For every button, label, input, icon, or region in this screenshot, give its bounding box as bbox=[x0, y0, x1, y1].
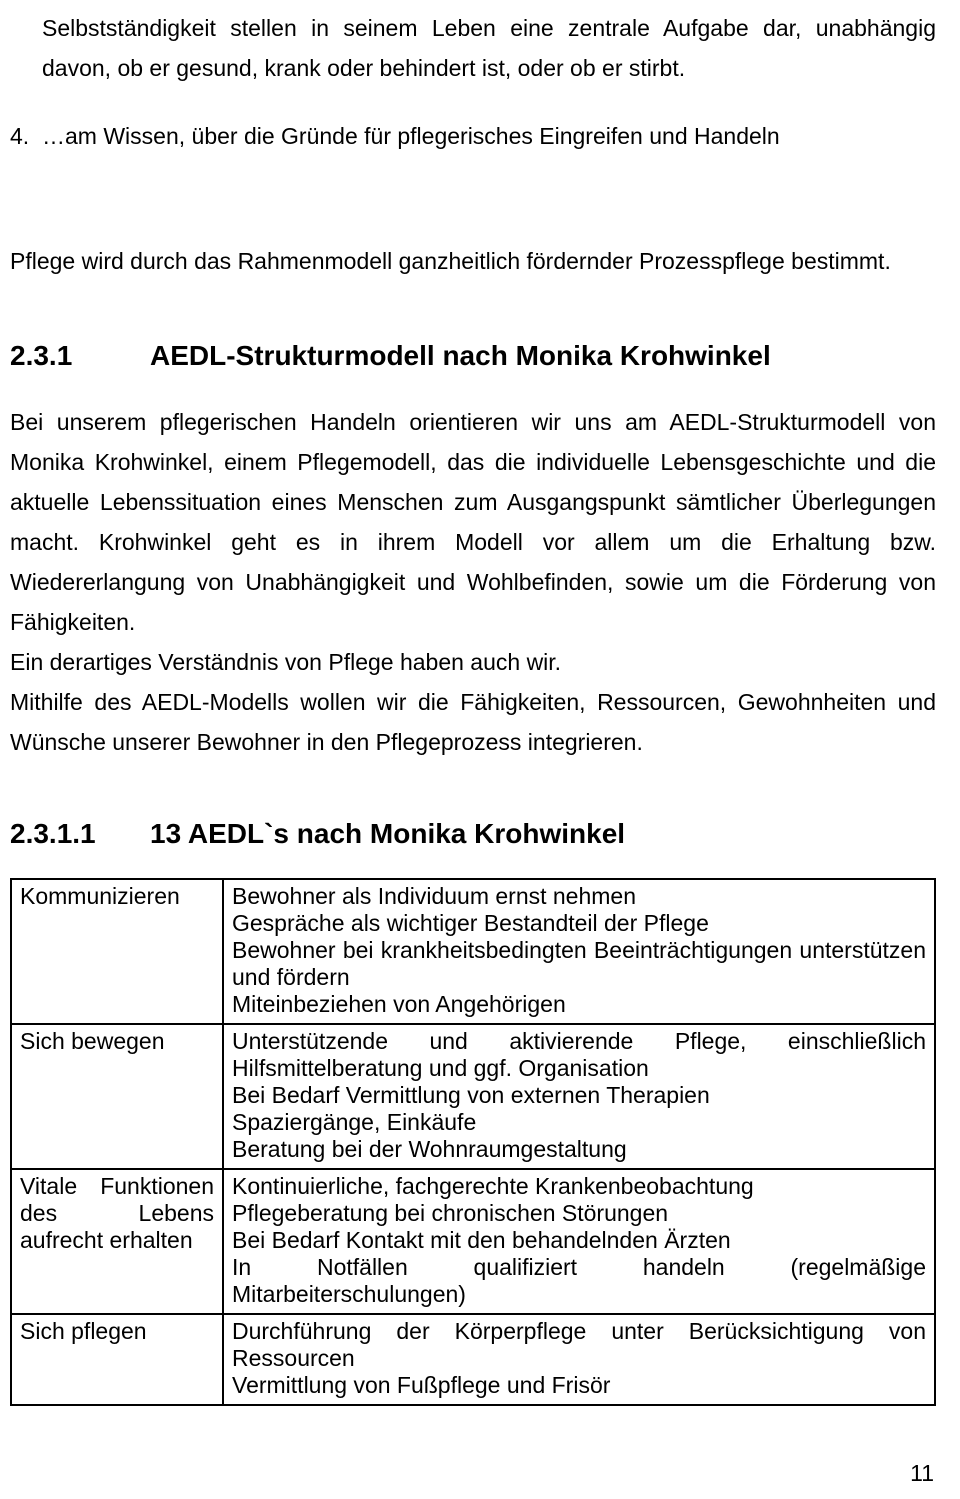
aedl-content-cell bbox=[223, 1169, 935, 1314]
aedl-item: Durchführung der Körperpflege unter Berücksichtigung von Ressourcen bbox=[232, 1318, 926, 1371]
table-row bbox=[11, 1024, 935, 1169]
aedl-item: In Notfällen qualifiziert handeln (regelmäßige Mitarbeiterschulungen) bbox=[232, 1254, 926, 1307]
section-title: AEDL-Strukturmodell nach Monika Krohwinkel bbox=[150, 340, 771, 371]
aedl-table bbox=[10, 878, 936, 1406]
section-paragraph-2: Ein derartiges Verständnis von Pflege haben auch wir. bbox=[10, 649, 562, 675]
section-paragraph-3: Mithilfe des AEDL-Modells wollen wir die Fähigkeiten, Ressourcen, Gewohnheiten und Wünsche unserer Bewohner in den Pflegeprozess integrieren. bbox=[10, 689, 936, 755]
aedl-item: Miteinbeziehen von Angehörigen bbox=[232, 991, 566, 1017]
framework-paragraph: Pflege wird durch das Rahmenmodell ganzheitlich fördernder Prozesspflege bestimmt. bbox=[10, 248, 891, 274]
aedl-item: Bewohner als Individuum ernst nehmen bbox=[232, 883, 637, 909]
list-item-4 bbox=[10, 116, 936, 156]
aedl-item: Unterstützende und aktivierende Pflege, einschließlich Hilfsmittelberatung und ggf. Organisation bbox=[232, 1028, 926, 1081]
section-heading bbox=[10, 336, 936, 376]
aedl-label-cell: Sich bewegen bbox=[11, 1024, 223, 1169]
aedl-item: Spaziergänge, Einkäufe bbox=[232, 1109, 477, 1135]
table-row bbox=[11, 1314, 935, 1405]
section-number: 2.3.1 bbox=[10, 340, 73, 371]
subsection-title: 13 AEDL`s nach Monika Krohwinkel bbox=[150, 818, 626, 849]
aedl-item: Bewohner bei krankheitsbedingten Beeinträchtigungen unterstützen und fördern bbox=[232, 937, 926, 990]
aedl-item: Bei Bedarf Kontakt mit den behandelnden Ärzten bbox=[232, 1227, 731, 1253]
subsection-number: 2.3.1.1 bbox=[10, 818, 96, 849]
table-row bbox=[11, 1169, 935, 1314]
aedl-label-cell: Vitale Funktionen des Lebens aufrecht erhalten bbox=[11, 1169, 223, 1314]
aedl-item: Bei Bedarf Vermittlung von externen Therapien bbox=[232, 1082, 710, 1108]
aedl-item: Vermittlung von Fußpflege und Frisör bbox=[232, 1372, 611, 1398]
aedl-content-cell bbox=[223, 879, 935, 1024]
subsection-heading bbox=[10, 814, 936, 854]
aedl-content-cell bbox=[223, 1024, 935, 1169]
aedl-label-cell: Sich pflegen bbox=[11, 1314, 223, 1405]
aedl-label-cell: Kommunizieren bbox=[11, 879, 223, 1024]
table-row bbox=[11, 879, 935, 1024]
page-number: 11 bbox=[910, 1460, 934, 1486]
section-paragraph-1: Bei unserem pflegerischen Handeln orientieren wir uns am AEDL-Strukturmodell von Monika Krohwinkel, einem Pflegemodell, das die individuelle Lebensgeschichte und die aktuelle Lebenssituation eines Menschen zum Ausgangspunkt sämtlicher Überlegungen macht. Krohwinkel geht es in ihrem Modell vor allem um die Erhaltung bzw. Wiedererlangung von Unabhängigkeit und Wohlbefinden, sowie um die Förderung von Fähigkeiten. bbox=[10, 409, 936, 635]
list-item-number: 4. bbox=[10, 123, 30, 149]
aedl-item: Gespräche als wichtiger Bestandteil der Pflege bbox=[232, 910, 709, 936]
aedl-item: Kontinuierliche, fachgerechte Krankenbeobachtung bbox=[232, 1173, 754, 1199]
list-item-text: …am Wissen, über die Gründe für pflegerisches Eingreifen und Handeln bbox=[42, 123, 780, 149]
aedl-item: Beratung bei der Wohnraumgestaltung bbox=[232, 1136, 627, 1162]
aedl-item: Pflegeberatung bei chronischen Störungen bbox=[232, 1200, 669, 1226]
aedl-content-cell bbox=[223, 1314, 935, 1405]
list-continuation-paragraph: Selbstständigkeit stellen in seinem Leben eine zentrale Aufgabe dar, unabhängig davon, ob er gesund, krank oder behindert ist, oder ob er stirbt. bbox=[42, 15, 936, 81]
